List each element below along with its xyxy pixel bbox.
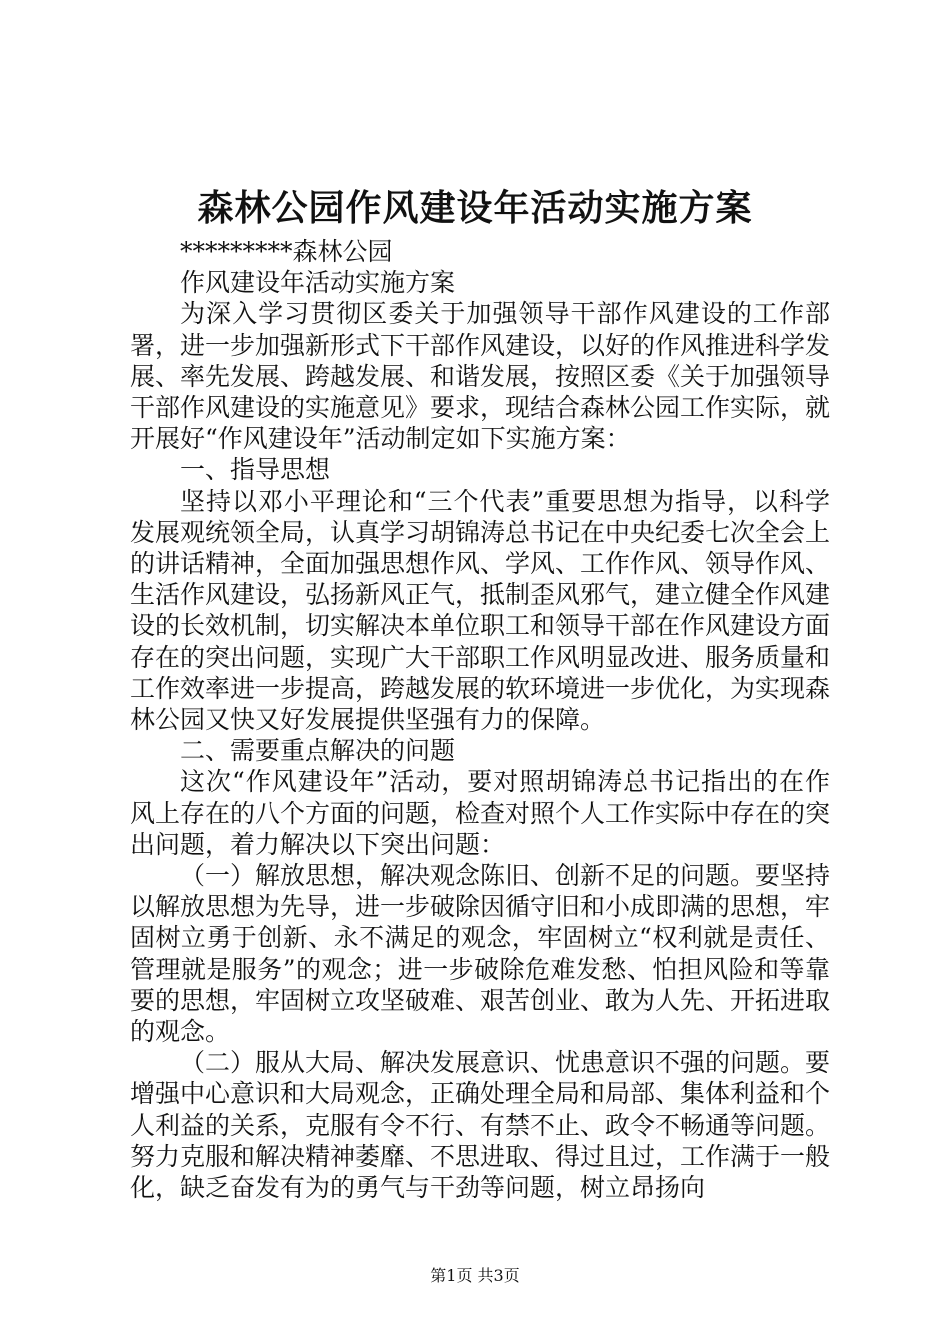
paragraph-guiding-ideology: 坚持以邓小平理论和“三个代表”重要思想为指导，以科学发展观统领全局，认真学习胡锦涛总书记在中央纪委七次全会上的讲话精神，全面加强思想作风、学风、工作作风、领导作风、生活作风建设，弘扬新风正气，抵制歪风邪气，建立健全作风建设的长效机制，切实解决本单位职工和领导干部在作风建设方面存在的突出问题，实现广大干部职工作风明显改进、服务质量和工作效率进一步提高，跨越发展的软环境进一步优化，为实现森林公园又快又好发展提供坚强有力的保障。 bbox=[130, 486, 831, 735]
document-title: 森林公园作风建设年活动实施方案 bbox=[197, 187, 753, 229]
paragraph-item-1: （一）解放思想，解决观念陈旧、创新不足的问题。要坚持以解放思想为先导，进一步破除因循守旧和小成即满的思想，牢固树立勇于创新、永不满足的观念，牢固树立“权利就是责任、管理就是服务”的观念；进一步破除危难发愁、怕担风险和等靠要的思想，牢固树立攻坚破难、艰苦创业、敢为人先、开拓进取的观念。 bbox=[130, 861, 831, 1047]
heading-key-problems: 二、需要重点解决的问题 bbox=[180, 736, 456, 766]
document-body bbox=[130, 236, 830, 1203]
paragraph-intro: 为深入学习贯彻区委关于加强领导干部作风建设的工作部署，进一步加强新形式下干部作风建设，以好的作风推进科学发展、率先发展、跨越发展、和谐发展，按照区委《关于加强领导干部作风建设的实施意见》要求，现结合森林公园工作实际，就开展好“作风建设年”活动制定如下实施方案： bbox=[130, 299, 831, 454]
page-footer: 第1页 共3页 bbox=[430, 1266, 520, 1285]
paragraph-subtitle: 作风建设年活动实施方案 bbox=[180, 268, 456, 298]
heading-guiding-ideology: 一、指导思想 bbox=[180, 455, 331, 485]
paragraph-key-problems: 这次“作风建设年”活动，要对照胡锦涛总书记指出的在作风上存在的八个方面的问题，检查对照个人工作实际中存在的突出问题，着力解决以下突出问题： bbox=[130, 767, 831, 859]
paragraph-item-2: （二）服从大局、解决发展意识、忧患意识不强的问题。要增强中心意识和大局观念，正确处理全局和局部、集体利益和个人利益的关系，克服有令不行、有禁不止、政令不畅通等问题。努力克服和解决精神萎靡、不思进取、得过且过，工作满于一般化，缺乏奋发有为的勇气与干劲等问题，树立昂扬向 bbox=[130, 1048, 831, 1203]
paragraph-organization: *********森林公园 bbox=[180, 237, 393, 266]
